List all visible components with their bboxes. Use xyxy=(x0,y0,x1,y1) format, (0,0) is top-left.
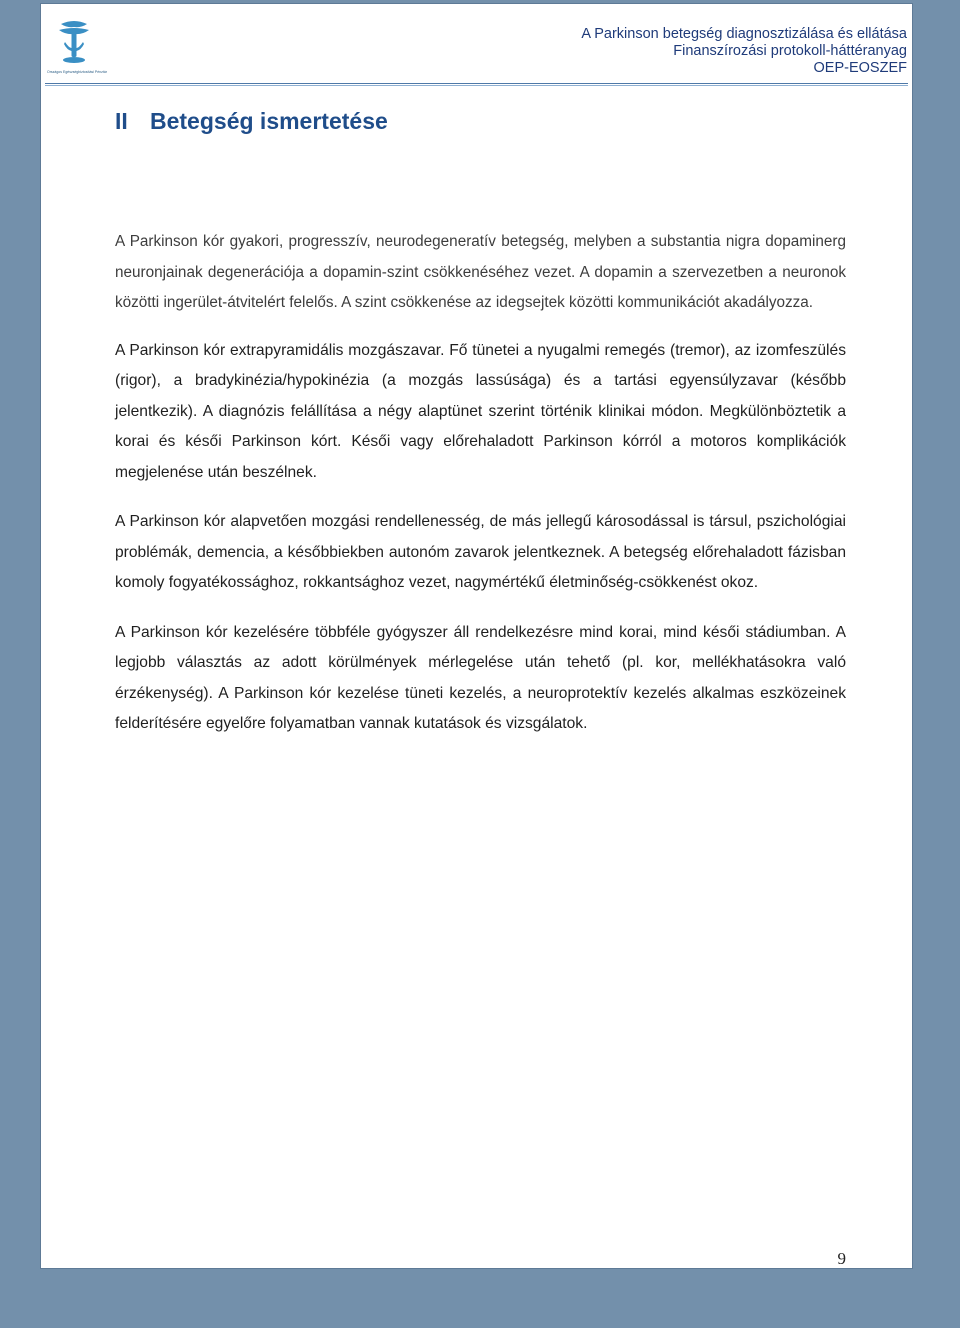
header-divider xyxy=(45,83,908,84)
section-title: Betegség ismertetése xyxy=(150,108,388,134)
logo-caption: Országos Egészségbiztosítási Pénztár xyxy=(47,70,107,74)
paragraph-symptoms: A Parkinson kór extrapyramidális mozgászavar. Fő tünetei a nyugalmi remegés (tremor), az izomfeszülés (rigor), a bradykinézia/hypokinézia (a mozgás lassúsága) és a tartási egyensúlyzavar (később jelentkezik). A diagnózis felállítása a négy alaptünet szerint történik klinikai módon. Megkülönböztetik a korai és késői Parkinson kórt. Késői vagy előrehaladott Parkinson kórról a motoros komplikációk megjelenése után beszélnek. xyxy=(115,341,846,481)
paragraph-treatment: A Parkinson kór kezelésére többféle gyógyszer áll rendelkezésre mind korai, mind késői stádiumban. A legjobb választás az adott körülmények mérlegelése után tehető (pl. kor, mellékhatásokra való érzékenység). A Parkinson kór kezelése tüneti kezelés, a neuroprotektív kezelés alkalmas eszközeinek felderítésére egyelőre folyamatban vannak kutatások és vizsgálatok. xyxy=(115,623,846,732)
document-page xyxy=(41,4,912,1268)
header-title-line-1: A Parkinson betegség diagnosztizálása és ellátása xyxy=(581,26,907,42)
paragraph-complications: A Parkinson kór alapvetően mozgási rendellenesség, de más jellegű károsodással is társul, pszichológiai problémák, demencia, a későbbiekben autonóm zavarok jelentkeznek. A betegség előrehaladott fázisban komoly fogyatékossághoz, rokkantsághoz vezet, nagymértékű életminőség-csökkenést okoz. xyxy=(115,513,846,591)
oep-logo xyxy=(45,18,107,74)
header-title-line-3: OEP-EOSZEF xyxy=(813,60,907,77)
page-number: 9 xyxy=(837,1249,846,1268)
logo-emblem-icon xyxy=(45,18,103,68)
section-number: II xyxy=(115,108,128,134)
document-body xyxy=(115,227,846,759)
header-title-line-2: Finanszírozási protokoll-háttéranyag xyxy=(673,43,907,60)
section-heading xyxy=(115,108,388,135)
header-divider-secondary xyxy=(45,85,908,86)
paragraph-intro: A Parkinson kór gyakori, progresszív, neurodegeneratív betegség, melyben a substantia nigra dopaminerg neuronjainak degenerációja a dopamin-szint csökkenéséhez vezet. A dopamin a szervezetben a neuronok közötti ingerület-átvitelért felelős. A szint csökkenése az idegsejtek közötti kommunikációt akadályozza. xyxy=(115,233,846,311)
document-header xyxy=(581,26,907,78)
